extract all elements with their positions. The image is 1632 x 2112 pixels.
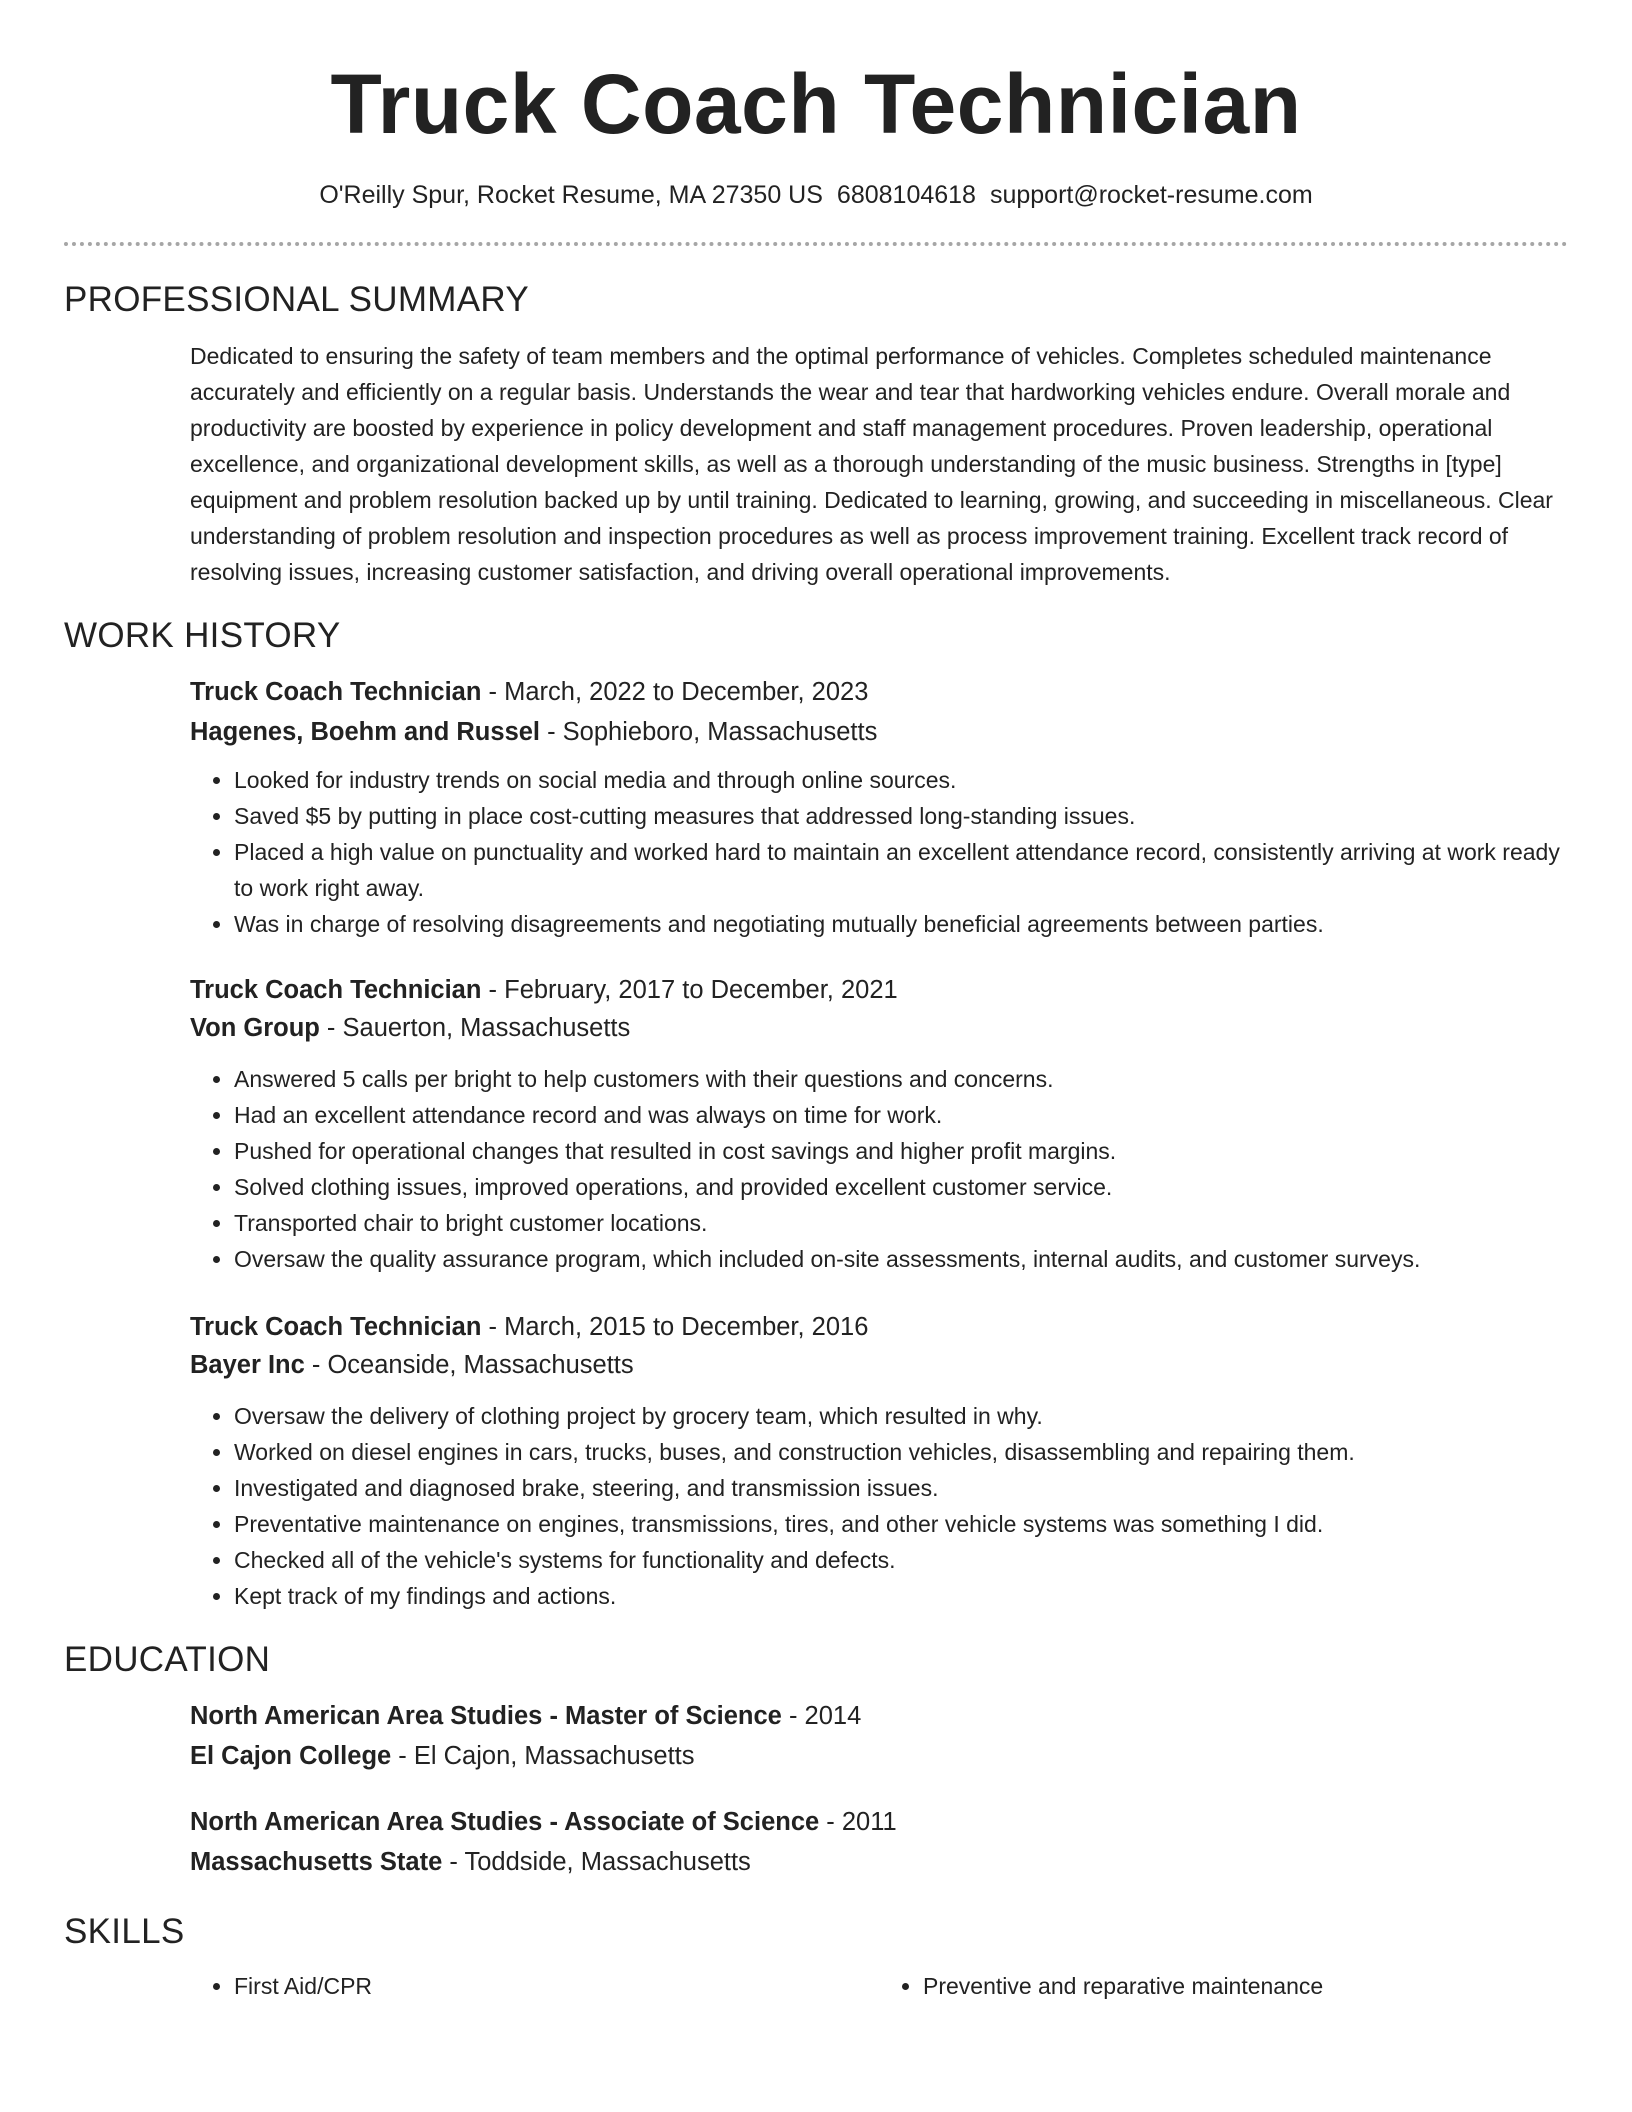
job-company-line [190, 1347, 1568, 1383]
education-entry [190, 1804, 1568, 1880]
list-item: • Preventive and reparative maintenance [923, 1968, 1568, 2004]
job-location: - Sophieboro, Massachusetts [540, 718, 878, 746]
header-divider [64, 242, 1568, 246]
resume-page [64, 0, 1568, 2004]
contact-phone: 6808104618 [836, 181, 976, 209]
list-item: • Answered 5 calls per bright to help customers with their questions and concerns. [234, 1061, 1568, 1097]
list-item: • Had an excellent attendance record and was always on time for work. [234, 1097, 1568, 1133]
education-year: - 2011 [819, 1808, 897, 1836]
job-company-line [190, 1010, 1568, 1046]
summary-text: Dedicated to ensuring the safety of team members and the optimal performance of vehicles. Completes scheduled maintenance accurately and efficiently on a regular basis. Understands the wear and tear that hardworking vehicles endure. Overall morale and productivity are boosted by experience in policy development and staff management procedures. Proven leadership, operational excellence, and organizational development skills, as well as a thorough understanding of the music business. Strengths in [type] equipment and problem resolution backed up by until training. Dedicated to learning, growing, and succeeding in miscellaneous. Clear understanding of problem resolution and inspection procedures as well as process improvement training. Excellent track record of resolving issues, increasing customer satisfaction, and driving overall operational improvements. [190, 343, 1553, 585]
list-item: • Looked for industry trends on social media and through online sources. [234, 762, 1568, 798]
section-title-skills: SKILLS [64, 1912, 185, 1951]
education-entry [190, 1698, 1568, 1774]
skills-list [190, 1968, 1568, 2004]
summary-block [190, 338, 1568, 590]
skills-column-left [190, 1968, 879, 2004]
education-degree: North American Area Studies - Master of Science [190, 1702, 782, 1730]
job-bullets [190, 1061, 1568, 1277]
job-location: - Oceanside, Massachusetts [304, 1351, 634, 1379]
section-title-education: EDUCATION [64, 1640, 271, 1679]
job-title-line [190, 972, 1568, 1008]
job-entry [190, 972, 1568, 1277]
list-item: • Investigated and diagnosed brake, steering, and transmission issues. [234, 1470, 1568, 1506]
job-entry [190, 1309, 1568, 1614]
job-company: Bayer Inc [190, 1351, 305, 1379]
job-title-line [190, 1309, 1568, 1345]
job-entry [190, 674, 1568, 942]
job-dates: - March, 2022 to December, 2023 [481, 678, 869, 706]
education-year: - 2014 [781, 1702, 862, 1730]
section-title-summary: PROFESSIONAL SUMMARY [64, 280, 529, 319]
job-company: Von Group [190, 1014, 320, 1042]
job-location: - Sauerton, Massachusetts [319, 1014, 631, 1042]
list-item: • Oversaw the quality assurance program, which included on-site assessments, internal audits, and customer surveys. [234, 1241, 1568, 1277]
job-dates: - March, 2015 to December, 2016 [481, 1313, 869, 1341]
job-title-line [190, 674, 1568, 710]
education-degree-line [190, 1804, 1568, 1840]
contact-line [64, 178, 1568, 212]
list-item: • Oversaw the delivery of clothing project by grocery team, which resulted in why. [234, 1398, 1568, 1434]
list-item: • Preventative maintenance on engines, transmissions, tires, and other vehicle systems was something I did. [234, 1506, 1568, 1542]
education-school: El Cajon College [190, 1742, 392, 1770]
job-bullets [190, 762, 1568, 942]
skills-column-right [879, 1968, 1568, 2004]
job-role: Truck Coach Technician [190, 1313, 482, 1341]
job-company: Hagenes, Boehm and Russel [190, 718, 541, 746]
list-item: • Worked on diesel engines in cars, trucks, buses, and construction vehicles, disassembling and repairing them. [234, 1434, 1568, 1470]
job-role: Truck Coach Technician [190, 678, 482, 706]
education-location: - Toddside, Massachusetts [442, 1848, 751, 1876]
job-bullets [190, 1398, 1568, 1614]
list-item: • Saved $5 by putting in place cost-cutting measures that addressed long-standing issues. [234, 798, 1568, 834]
education-location: - El Cajon, Massachusetts [391, 1742, 695, 1770]
resume-name: Truck Coach Technician [330, 57, 1302, 151]
contact-address: O'Reilly Spur, Rocket Resume, MA 27350 US [319, 181, 823, 209]
list-item: • Pushed for operational changes that resulted in cost savings and higher profit margins. [234, 1133, 1568, 1169]
job-company-line [190, 714, 1568, 750]
list-item: • Kept track of my findings and actions. [234, 1578, 1568, 1614]
list-item: • Checked all of the vehicle's systems for functionality and defects. [234, 1542, 1568, 1578]
list-item: • Transported chair to bright customer locations. [234, 1205, 1568, 1241]
job-role: Truck Coach Technician [190, 976, 482, 1004]
section-title-work: WORK HISTORY [64, 616, 341, 655]
education-school: Massachusetts State [190, 1848, 443, 1876]
list-item: • Was in charge of resolving disagreements and negotiating mutually beneficial agreements between parties. [234, 906, 1568, 942]
education-degree: North American Area Studies - Associate of Science [190, 1808, 820, 1836]
education-school-line [190, 1738, 1568, 1774]
list-item: • Solved clothing issues, improved operations, and provided excellent customer service. [234, 1169, 1568, 1205]
contact-email: support@rocket-resume.com [989, 181, 1313, 209]
list-item: • First Aid/CPR [234, 1968, 879, 2004]
job-dates: - February, 2017 to December, 2021 [481, 976, 898, 1004]
list-item: • Placed a high value on punctuality and worked hard to maintain an excellent attendance record, consistently arriving at work ready to work right away. [234, 834, 1568, 906]
education-school-line [190, 1844, 1568, 1880]
education-degree-line [190, 1698, 1568, 1734]
